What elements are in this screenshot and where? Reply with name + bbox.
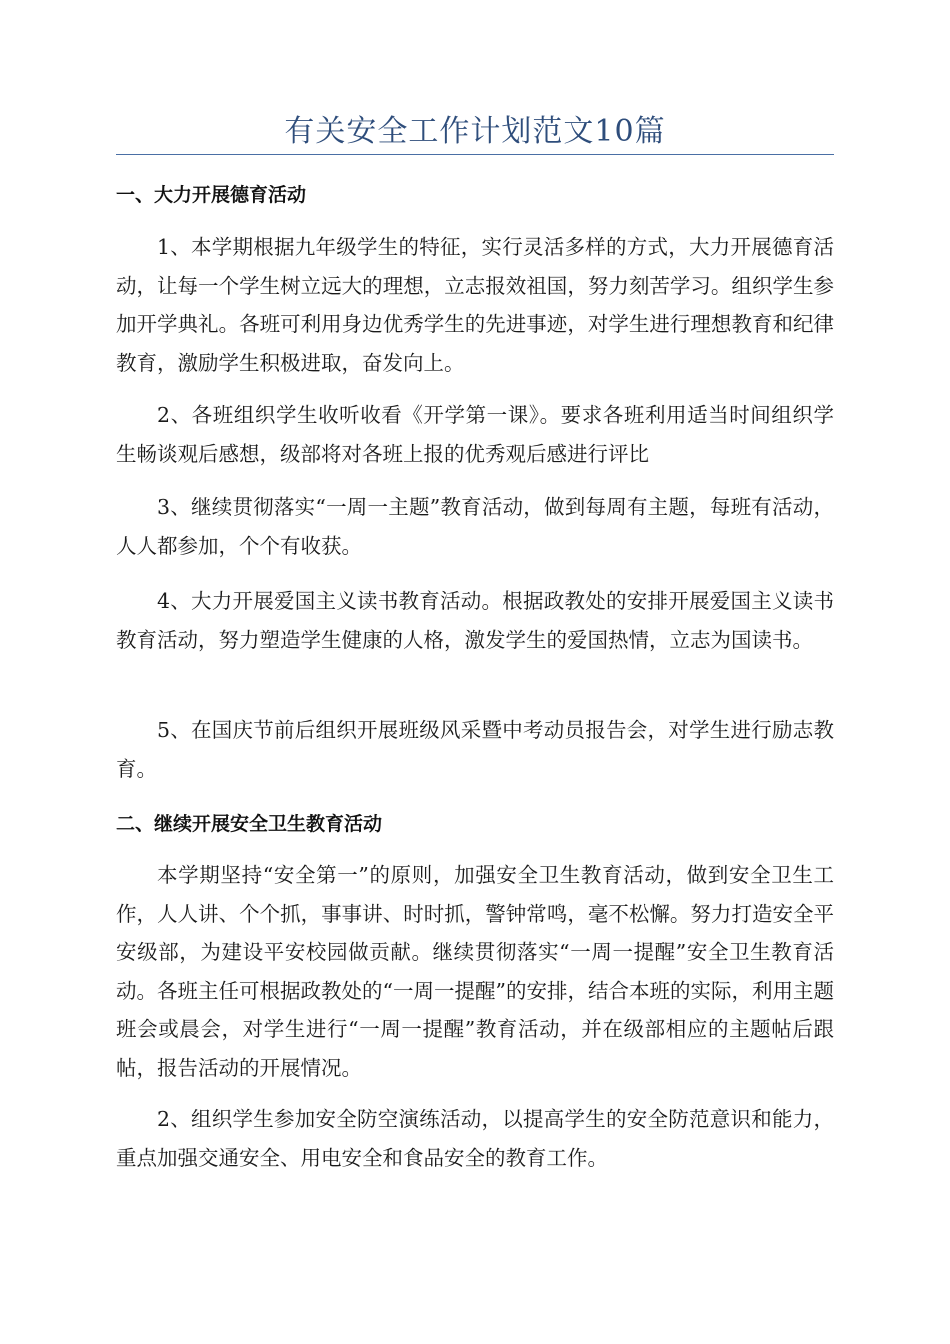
- section-1-paragraph-4: 4、大力开展爱国主义读书教育活动。根据政教处的安排开展爱国主义读书教育活动，努力塑造学生健康的人格，激发学生的爱国热情，立志为国读书。: [116, 589, 834, 652]
- section-1-paragraph-1: 1、本学期根据九年级学生的特征，实行灵活多样的方式，大力开展德育活动，让每一个学生树立远大的理想，立志报效祖国，努力刻苦学习。组织学生参加开学典礼。各班可利用身边优秀学生的先进事迹，对学生进行理想教育和纪律教育，激励学生积极进取，奋发向上。: [116, 235, 834, 375]
- section-1-heading: 一、大力开展德育活动: [116, 184, 307, 206]
- section-1-paragraph-5: 5、在国庆节前后组织开展班级风采暨中考动员报告会，对学生进行励志教育。: [116, 718, 834, 781]
- section-1-paragraph-3: 3、继续贯彻落实“一周一主题”教育活动，做到每周有主题，每班有活动，人人都参加，个个有收获。: [116, 495, 834, 558]
- document-title: 有关安全工作计划范文10篇: [284, 114, 666, 149]
- title-underline: [116, 154, 834, 155]
- section-2-paragraph-2: 2、组织学生参加安全防空演练活动，以提高学生的安全防范意识和能力，重点加强交通安全、用电安全和食品安全的教育工作。: [116, 1107, 834, 1170]
- section-2-paragraph-1: 本学期坚持“安全第一”的原则，加强安全卫生教育活动，做到安全卫生工作，人人讲、个个抓，事事讲、时时抓，警钟常鸣，毫不松懈。努力打造安全平安级部，为建设平安校园做贡献。继续贯彻落实“一周一提醒”安全卫生教育活动。各班主任可根据政教处的“一周一提醒”的安排，结合本班的实际，利用主题班会或晨会，对学生进行“一周一提醒”教育活动，并在级部相应的主题帖后跟帖，报告活动的开展情况。: [116, 863, 834, 1080]
- section-2-heading: 二、继续开展安全卫生教育活动: [116, 813, 383, 835]
- section-1-paragraph-2: 2、各班组织学生收听收看《开学第一课》。要求各班利用适当时间组织学生畅谈观后感想，级部将对各班上报的优秀观后感进行评比: [116, 403, 834, 466]
